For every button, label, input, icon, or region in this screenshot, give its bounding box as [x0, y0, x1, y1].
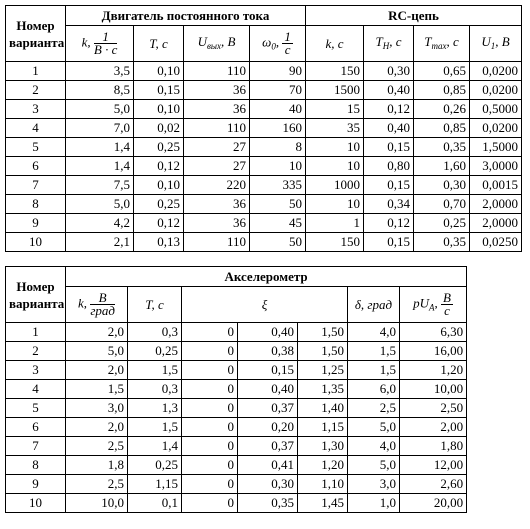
table-cell: 4,0	[348, 323, 400, 342]
table-cell: 10	[306, 195, 364, 214]
table-cell: 35	[306, 119, 364, 138]
table-cell: 36	[184, 100, 250, 119]
table-cell: 0,5000	[470, 100, 522, 119]
table-cell: 10	[306, 138, 364, 157]
table-cell: 1,50	[298, 323, 348, 342]
table-cell: 8	[250, 138, 306, 157]
table-cell: 40	[250, 100, 306, 119]
table-cell: 0,40	[364, 119, 414, 138]
table-cell: 3,0000	[470, 157, 522, 176]
table-cell: 0,0200	[470, 81, 522, 100]
variant-number-cell: 8	[6, 456, 66, 475]
table-cell: 0	[182, 361, 238, 380]
table-cell: 0,30	[414, 176, 470, 195]
variant-number-cell: 5	[6, 138, 66, 157]
table-cell: 0,0250	[470, 233, 522, 252]
table-cell: 50	[250, 195, 306, 214]
table-cell: 0,10	[134, 100, 184, 119]
accelerometer-group-header: Акселерометр	[66, 267, 467, 287]
motor-rc-parameters-table	[5, 5, 522, 252]
table-row	[6, 456, 467, 475]
table-cell: 10	[306, 157, 364, 176]
table-cell: 1,4	[128, 437, 182, 456]
table-cell: 1,60	[414, 157, 470, 176]
table-row	[6, 62, 522, 81]
table-cell: 1,0	[348, 494, 400, 513]
table-cell: 0,35	[414, 138, 470, 157]
table-cell: 0,38	[238, 342, 298, 361]
table-cell: 2,50	[400, 399, 467, 418]
table-cell: 0,15	[364, 138, 414, 157]
table-cell: 5,0	[348, 456, 400, 475]
table-cell: 7,5	[66, 176, 134, 195]
table-cell: 0,10	[134, 176, 184, 195]
table-cell: 0,65	[414, 62, 470, 81]
table-cell: 0,3	[128, 323, 182, 342]
table-cell: 0,10	[134, 62, 184, 81]
table-row	[6, 342, 467, 361]
table-cell: 0,0015	[470, 176, 522, 195]
table-cell: 1,80	[400, 437, 467, 456]
table-cell: 0,1	[128, 494, 182, 513]
accelerometer-parameters-table	[5, 266, 467, 513]
variant-number-header: Номер варианта	[6, 6, 66, 62]
table-row	[6, 399, 467, 418]
table-cell: 5,0	[348, 418, 400, 437]
table-cell: 7,0	[66, 119, 134, 138]
table-row	[6, 195, 522, 214]
table-cell: 3,0	[348, 475, 400, 494]
col-omega: $\omega_0$, $\frac{1}{c}$	[250, 26, 306, 62]
table-row	[6, 176, 522, 195]
table-cell: 0,15	[364, 176, 414, 195]
table-cell: 1,40	[298, 399, 348, 418]
table-cell: 2,0	[66, 323, 128, 342]
table-cell: 5,0	[66, 342, 128, 361]
table-cell: 0,37	[238, 399, 298, 418]
table-cell: 0	[182, 342, 238, 361]
table-cell: 150	[306, 62, 364, 81]
table-cell: 20,00	[400, 494, 467, 513]
table-cell: 0	[182, 399, 238, 418]
table-cell: 0,15	[134, 81, 184, 100]
table-cell: 10	[250, 157, 306, 176]
table-cell: 1,5	[128, 418, 182, 437]
table-cell: 0,12	[134, 214, 184, 233]
variant-number-cell: 3	[6, 100, 66, 119]
table-row	[6, 323, 467, 342]
table-row	[6, 361, 467, 380]
variant-number-cell: 4	[6, 119, 66, 138]
table-cell: 1500	[306, 81, 364, 100]
col-delta: δ, град	[348, 287, 400, 323]
table-cell: 36	[184, 214, 250, 233]
table-cell: 0,0200	[470, 119, 522, 138]
table-row	[6, 119, 522, 138]
table-cell: 0,25	[414, 214, 470, 233]
table-row	[6, 138, 522, 157]
table-cell: 1,25	[298, 361, 348, 380]
table-cell: 1,20	[298, 456, 348, 475]
table-cell: 70	[250, 81, 306, 100]
table-row	[6, 437, 467, 456]
table-cell: 1,4	[66, 138, 134, 157]
table-cell: 2,0000	[470, 214, 522, 233]
table-cell: 0,34	[364, 195, 414, 214]
table-cell: 2,0	[66, 418, 128, 437]
table-cell: 6,0	[348, 380, 400, 399]
table-cell: 4,0	[348, 437, 400, 456]
table-cell: 0,25	[134, 195, 184, 214]
table-cell: 1,15	[298, 418, 348, 437]
table-cell: 1,20	[400, 361, 467, 380]
table-cell: 0,25	[128, 456, 182, 475]
table-cell: 1,4	[66, 157, 134, 176]
variant-number-cell: 10	[6, 494, 66, 513]
table-cell: 0,12	[364, 214, 414, 233]
variant-number-cell: 9	[6, 475, 66, 494]
table-cell: 110	[184, 233, 250, 252]
table-cell: 0	[182, 494, 238, 513]
table-cell: 5,0	[66, 100, 134, 119]
variant-number-cell: 10	[6, 233, 66, 252]
table-cell: 160	[250, 119, 306, 138]
table-row	[6, 81, 522, 100]
variant-number-header-2: Номер варианта	[6, 267, 66, 323]
table-cell: 2,5	[348, 399, 400, 418]
table-cell: 0,80	[364, 157, 414, 176]
table-cell: 1,5	[66, 380, 128, 399]
variant-number-cell: 4	[6, 380, 66, 399]
table-cell: 1,5	[348, 361, 400, 380]
table-cell: 1,10	[298, 475, 348, 494]
table-cell: 10,00	[400, 380, 467, 399]
table-cell: 110	[184, 119, 250, 138]
table-cell: 3,0	[66, 399, 128, 418]
table-cell: 0,15	[238, 361, 298, 380]
rc-circuit-group-header: RC-цепь	[306, 6, 522, 26]
table-cell: 0	[182, 418, 238, 437]
table-cell: 0,85	[414, 81, 470, 100]
table-cell: 0,40	[238, 323, 298, 342]
table-cell: 0,30	[364, 62, 414, 81]
table-cell: 0,15	[364, 233, 414, 252]
col-t-motor: T, c	[134, 26, 184, 62]
table-cell: 50	[250, 233, 306, 252]
table-cell: 335	[250, 176, 306, 195]
variant-number-cell: 9	[6, 214, 66, 233]
col-k-motor: k, $\frac{1}{B \cdot c}$	[66, 26, 134, 62]
table-cell: 36	[184, 81, 250, 100]
table-row	[6, 418, 467, 437]
table-cell: 90	[250, 62, 306, 81]
table-cell: 0,35	[414, 233, 470, 252]
variant-number-cell: 2	[6, 81, 66, 100]
table-cell: 110	[184, 62, 250, 81]
table-cell: 15	[306, 100, 364, 119]
table-cell: 8,5	[66, 81, 134, 100]
table-row	[6, 475, 467, 494]
dc-motor-group-header: Двигатель постоянного тока	[66, 6, 306, 26]
table-cell: 2,0	[66, 361, 128, 380]
table-cell: 1,15	[128, 475, 182, 494]
table-row	[6, 380, 467, 399]
col-pu: $pU_A$, $\frac{B}{c}$	[400, 287, 467, 323]
table-cell: 1	[306, 214, 364, 233]
table-cell: 1,35	[298, 380, 348, 399]
variant-number-cell: 3	[6, 361, 66, 380]
table-cell: 2,5	[66, 437, 128, 456]
table-cell: 1,8	[66, 456, 128, 475]
variant-number-cell: 7	[6, 176, 66, 195]
col-t-h: $T_H$, c	[364, 26, 414, 62]
table-cell: 0	[182, 475, 238, 494]
table-cell: 36	[184, 195, 250, 214]
table-cell: 1,5	[128, 361, 182, 380]
table-row	[6, 233, 522, 252]
table-cell: 0,20	[238, 418, 298, 437]
table-cell: 1,3	[128, 399, 182, 418]
table-row	[6, 100, 522, 119]
table-cell: 27	[184, 138, 250, 157]
col-t-accel: T, c	[128, 287, 182, 323]
table-cell: 27	[184, 157, 250, 176]
table-cell: 4,2	[66, 214, 134, 233]
table-cell: 0,40	[364, 81, 414, 100]
variant-number-cell: 1	[6, 323, 66, 342]
table-cell: 10,0	[66, 494, 128, 513]
col-t-max: $T_{max}$, c	[414, 26, 470, 62]
table-cell: 0,3	[128, 380, 182, 399]
table-cell: 0,12	[364, 100, 414, 119]
table-cell: 1000	[306, 176, 364, 195]
col-k-accel: k, $\frac{B}{\text{град}}$	[66, 287, 128, 323]
variant-number-cell: 5	[6, 399, 66, 418]
table-cell: 5,0	[66, 195, 134, 214]
table-cell: 12,00	[400, 456, 467, 475]
col-u-out: $U_{вых}$, B	[184, 26, 250, 62]
table-cell: 1,30	[298, 437, 348, 456]
table-cell: 2,60	[400, 475, 467, 494]
variant-number-cell: 6	[6, 418, 66, 437]
table-cell: 0,12	[134, 157, 184, 176]
table-cell: 16,00	[400, 342, 467, 361]
table-cell: 2,00	[400, 418, 467, 437]
table-cell: 45	[250, 214, 306, 233]
table-cell: 0,25	[128, 342, 182, 361]
col-k-rc: k, c	[306, 26, 364, 62]
table-cell: 0,30	[238, 475, 298, 494]
table-cell: 0,37	[238, 437, 298, 456]
table-cell: 150	[306, 233, 364, 252]
table-cell: 0,40	[238, 380, 298, 399]
variant-number-cell: 2	[6, 342, 66, 361]
table-cell: 3,5	[66, 62, 134, 81]
col-u1: $U_1$, B	[470, 26, 522, 62]
table-row	[6, 494, 467, 513]
table-cell: 1,5000	[470, 138, 522, 157]
variant-number-cell: 7	[6, 437, 66, 456]
table-cell: 0,02	[134, 119, 184, 138]
table-cell: 2,1	[66, 233, 134, 252]
table-cell: 0	[182, 380, 238, 399]
table-cell: 0,35	[238, 494, 298, 513]
table-cell: 1,45	[298, 494, 348, 513]
table-cell: 6,30	[400, 323, 467, 342]
table-cell: 0,26	[414, 100, 470, 119]
table-row	[6, 157, 522, 176]
table-cell: 1,5	[348, 342, 400, 361]
table-cell: 0	[182, 456, 238, 475]
table-cell: 2,0000	[470, 195, 522, 214]
table-cell: 220	[184, 176, 250, 195]
col-xi: ξ	[182, 287, 348, 323]
table-cell: 1,50	[298, 342, 348, 361]
table-cell: 0,85	[414, 119, 470, 138]
table-cell: 0,0200	[470, 62, 522, 81]
table-cell: 2,5	[66, 475, 128, 494]
table-cell: 0	[182, 323, 238, 342]
table-row	[6, 214, 522, 233]
table-cell: 0,25	[134, 138, 184, 157]
table-cell: 0,13	[134, 233, 184, 252]
variant-number-cell: 1	[6, 62, 66, 81]
table-cell: 0,41	[238, 456, 298, 475]
variant-number-cell: 8	[6, 195, 66, 214]
variant-number-cell: 6	[6, 157, 66, 176]
table-cell: 0	[182, 437, 238, 456]
table-cell: 0,70	[414, 195, 470, 214]
